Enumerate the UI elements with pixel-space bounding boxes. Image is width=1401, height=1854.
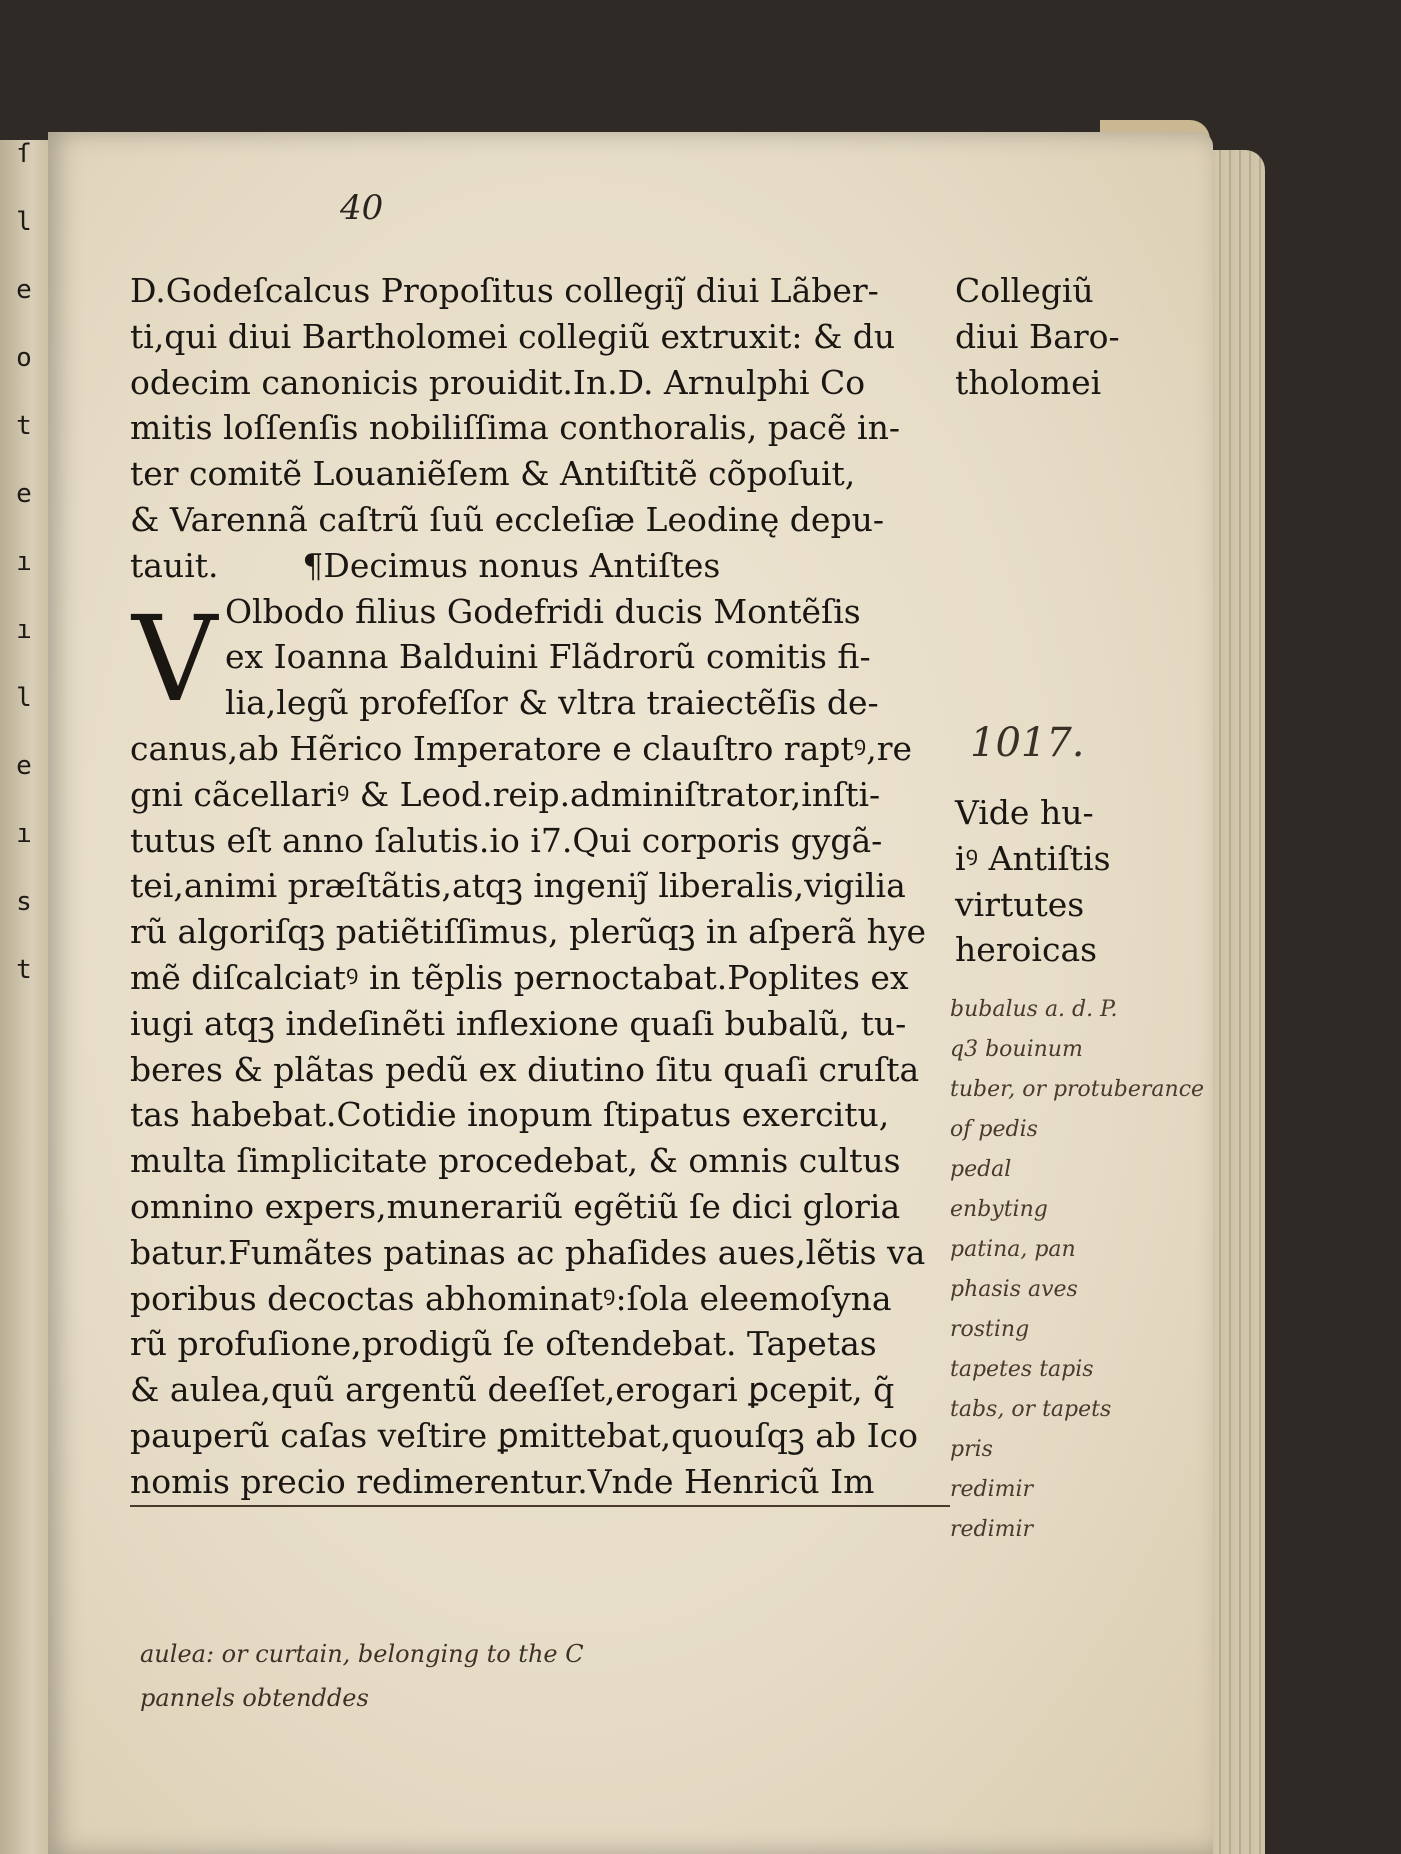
gloss-line: diui Baro- — [955, 316, 1120, 356]
text-line: & aulea,quũ argentũ deeſſet,erogari ꝑcepit, q̃ — [130, 1370, 895, 1410]
handwritten-bottom-notes — [140, 1632, 860, 1720]
text-line: tei,animi præſtãtis,atqꝫ ingeniȷ̃ liberalis,vigilia — [130, 866, 906, 906]
text-line: ter comitẽ Louaniẽſem & Antiſtitẽ cõpoſuit, — [130, 454, 856, 494]
text-line: tas habebat.Cotidie inopum ſtipatus exercitu, — [130, 1095, 890, 1135]
drop-capital: V — [132, 590, 218, 728]
section-heading-line: tauit. ¶Decimus nonus Antiſtes — [130, 545, 721, 585]
fragment: s — [16, 887, 32, 917]
ms-note: tapetes tapis — [950, 1357, 1094, 1382]
text-line: beres & plãtas pedũ ex diutino ſitu quaſi cruſta — [130, 1049, 920, 1089]
printed-side-gloss-collegium — [955, 268, 1155, 405]
text-line: Olbodo filius Godefridi ducis Montẽſis — [225, 591, 861, 631]
ms-note: bubalus a. d. P. — [950, 997, 1118, 1022]
text-line: batur.Fumãtes patinas ac phaſides aues,lẽtis va — [130, 1232, 926, 1272]
fragment: l — [16, 207, 32, 237]
ms-note: rosting — [950, 1317, 1030, 1342]
text-line: ex Ioanna Balduini Flãdrorũ comitis fi- — [225, 637, 871, 677]
fragment: ı — [16, 819, 32, 849]
ms-note: enbyting — [950, 1197, 1048, 1222]
text-line: lia,legũ profeſſor & vltra traiectẽſis de- — [225, 683, 879, 723]
fragment: t — [16, 955, 32, 985]
text-line: rũ algoriſqꝫ patiẽtiſſimus, plerũqꝫ in aſperã hye — [130, 912, 927, 952]
ms-note: pedal — [950, 1157, 1012, 1182]
gloss-line: tholomei — [955, 362, 1102, 402]
fragment: ſ — [16, 139, 32, 169]
ms-note: redimir — [950, 1477, 1034, 1502]
text-line: odecim canonicis prouidit.In.D. Arnulphi Co — [130, 362, 866, 402]
fragment: ı — [16, 547, 32, 577]
text-line: pauperũ caſas veſtire ꝑmittebat,quouſqꝫ ab Ico — [130, 1415, 918, 1455]
fragment: e — [16, 275, 32, 305]
text-line: omnino expers,munerariũ egẽtiũ ſe dici gloria — [130, 1186, 901, 1226]
ms-note: tuber, or protuberance — [950, 1077, 1205, 1102]
ms-note: aulea: or curtain, belonging to the C — [140, 1640, 584, 1668]
page-stack-edge — [1205, 150, 1265, 1854]
gloss-line: Collegiũ — [955, 271, 1094, 310]
fragment: ı — [16, 615, 32, 645]
ms-note: phasis aves — [950, 1277, 1078, 1302]
ms-note: pannels obtenddes — [140, 1684, 369, 1712]
text-line: & Varennã caſtrũ ſuũ eccleſiæ Leodinę depu- — [130, 499, 884, 539]
folio-number: 40 — [340, 188, 384, 228]
gloss-line: Vide hu- — [955, 793, 1094, 832]
text-line: gni cãcellariꝰ & Leod.reip.adminiſtrator,inſti- — [130, 774, 881, 814]
fragment: e — [16, 479, 32, 509]
gloss-line: virtutes — [955, 884, 1085, 924]
ms-note: q3 bouinum — [950, 1037, 1083, 1062]
text-line: D.Godeſcalcus Propoſitus collegiȷ̃ diui Lãber- — [130, 271, 879, 310]
text-line: ti,qui diui Bartholomei collegiũ extruxit: & du — [130, 316, 896, 356]
gloss-line: iꝰ Antiſtis — [955, 838, 1111, 878]
ms-note: patina, pan — [950, 1237, 1076, 1262]
text-line: rũ profuſione,prodigũ ſe oſtendebat. Tapetas — [130, 1324, 877, 1364]
printed-side-gloss-vide — [955, 790, 1155, 973]
text-line: canus,ab Hẽrico Imperatore e clauſtro raptꝰ,re — [130, 728, 913, 768]
facing-page-fragments — [4, 120, 44, 1004]
ms-note: of pedis — [950, 1117, 1038, 1142]
text-line: iugi atqꝫ indeſinẽti inflexione quaſi bubalũ, tu- — [130, 1003, 907, 1043]
text-line: multa ſimplicitate procedebat, & omnis cultus — [130, 1141, 901, 1181]
ms-note: pris — [950, 1437, 993, 1462]
ms-note: redimir — [950, 1517, 1034, 1542]
fragment: l — [16, 683, 32, 713]
fragment: t — [16, 411, 32, 441]
fragment: o — [16, 343, 32, 373]
main-text-block — [130, 268, 950, 1507]
text-line: poribus decoctas abhominatꝰ:ſola eleemoſyna — [130, 1278, 892, 1318]
handwritten-margin-notes — [950, 990, 1210, 1550]
gloss-line: heroicas — [955, 930, 1098, 970]
text-line: nomis precio redimerentur.Vnde Henricũ Im — [130, 1459, 950, 1507]
text-line: tutus eſt anno ſalutis.io i7.Qui corporis gygã- — [130, 820, 883, 860]
text-line: mitis loſſenſis nobiliſſima conthoralis, pacẽ in- — [130, 408, 900, 448]
text-line: mẽ diſcalciatꝰ in tẽplis pernoctabat.Poplites ex — [130, 957, 909, 997]
handwritten-year-note: 1017. — [970, 720, 1085, 766]
ms-note: tabs, or tapets — [950, 1397, 1112, 1422]
fragment: e — [16, 751, 32, 781]
